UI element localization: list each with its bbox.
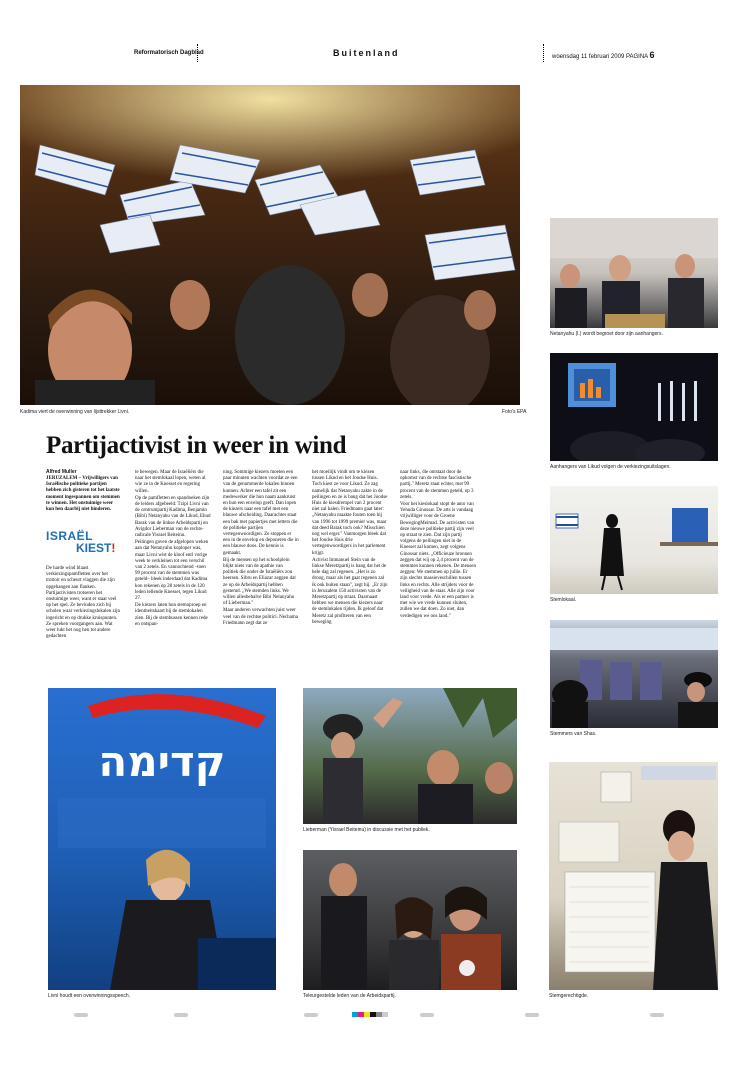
article-column-4 bbox=[312, 470, 388, 627]
header-divider bbox=[543, 44, 544, 62]
likud-caption: Aanhangers van Likud volgen de verkiezingsuitslagen. bbox=[550, 464, 671, 470]
stemgerechtigde-photo bbox=[549, 762, 718, 990]
article-paragraph: De kiezers laten hun stemoproep en identiteitskaart bij de stemlokalen zien. Bij de stembussen kennen rede en ontspan- bbox=[135, 603, 208, 627]
main-photo bbox=[20, 85, 520, 405]
article-paragraph: naar links, die ontstaat door de opkomst van de rechtse fascistische partij." Meretz staat echter, met 99 procent van de stemmen geteld, op 3 zetels. bbox=[400, 470, 474, 500]
article-column-5 bbox=[400, 470, 476, 621]
article-paragraph: te bewegen. Maar de Israëliërs die naar het stemlokaal lopen, weten al wie ze in de Knesset en regering willen. bbox=[135, 470, 206, 494]
article-paragraph: Peilingen gaven de afgelopen weken aan dat Netanyahu koploper was, maar Livni wist de kloof entl vorige week te verkleinen tot een verschil van 2 zetels. En vannochtend –toen 99 procent van de stemmen was geteld– bleek inderdaad dat Kadima kon rekenen op 28 zetels in de 120 leden tellende Knesset, tegen Likud 27. bbox=[135, 540, 209, 602]
logo-line-2 bbox=[76, 541, 124, 555]
shas-caption: Stemmers van Shas. bbox=[550, 731, 597, 737]
logo-word: KIEST bbox=[76, 541, 112, 555]
registration-bar bbox=[174, 1013, 188, 1017]
article-paragraph: ning. Sommige kiezers moeten een paar minuten wachten voordat ze een van de genummerde lokalen binnen kunnen. Achter een tafel zit een medewerker die hun naam aankruist en hun een envelop geeft. Dan lopen de kiezers naar een tafel met een blauwe afscheiding. Daarachter staat een bak met papiertjes met letters die de politieke partijen vertegenwoordigen. Ze stoppen er een in de envelop en deponeren die in een blauwe doos. De kennis is gemaakt. bbox=[223, 470, 299, 556]
livni-illustration bbox=[48, 688, 276, 990]
netanyahu-photo bbox=[550, 218, 718, 328]
arbeid-illustration bbox=[303, 850, 517, 990]
article-byline: Alfred Muller bbox=[46, 469, 77, 475]
article-paragraph: Bij de mensen op het schoolplein blijkt niets van de apathie van politiek die onder de Israëliërs zou heersen. Sibru en Eliazar zeggen dat ze op de Arbeidspartij hebben gestemd. „We stemden links. We willen allesbehalve Bibi Netanyahu of Lieberman." bbox=[223, 557, 296, 607]
logo-exclamation: ! bbox=[111, 541, 116, 555]
article-paragraph: Maar anderen verwachten juist weer veel van de rechtse politici. Nechama Friedmann zegt dat ze bbox=[223, 608, 298, 626]
kadima-sign: קדימה bbox=[98, 737, 226, 786]
article-paragraph: Activist Immanuel Stein van de linkse Meretzpartij is bang dat het de hele dag zal regenen. „Het is zo droog, maar als het gaat regenen zal ik ook buiten staan", zegt hij. „Er zijn in Jeruzalem 150 activisten van de Meretzpartij op straat. Daarnaast hebben we mensen die kiezers naar de stemlokalen rijden. Ik geloof dat Meretz zal profiteren van een beweging bbox=[312, 557, 388, 625]
registration-bar bbox=[525, 1013, 539, 1017]
article-paragraph: De harde wind blaast verkiezingspamfletten over het trottoir en scheurt vlaggen die zijn opgehangen aan flanken. Partijactivisten trotseren het onstuimige weer, want er staat veel op het spel. Ze bevinden zich bij scholen waar verkiezingslokalen zijn ingericht en op drukke kruispunten. Ze spreken voorgangers aan. Wat weer lukt het nog hen tot andere gedachten bbox=[46, 566, 120, 640]
main-photo-caption: Kadima viert de overwinning van lijsttrekker Livni. bbox=[20, 409, 130, 415]
likud-photo bbox=[550, 353, 718, 461]
article-paragraph: Voor het kieslokaal stopt de auto van Yehuda Ginossar. De arts is vandaag vrijwilliger voor de Groene BewegingMeimad. De activisten van deze nieuwe politieke partij zijn veel op straat te zien. Dat zijn partij volgens de peilingen niet in de Knesset zal komen, zegt volgens Ginossar niets. „Officieuze bronnen zeggen dat wij op 2,4 procent van de stemmen kunnen rekenen. De mensen zeggen: We stemmen op jullie. Er zijn slechts massieveschillen tussen links en rechts. Alle strijders voor de veiligheid van de staat. Alle zijn voor land voor vrede. Als er een partner is met wie we vrede kunnen sluiten, zullen we dat doen. Zo niet, dan verdedigen we ons land." bbox=[400, 502, 476, 619]
registration-bar bbox=[650, 1013, 664, 1017]
livni-caption: Livni houdt een overwinningsspeech. bbox=[48, 993, 130, 999]
stemlokaal-illustration bbox=[550, 486, 718, 594]
article-column-1-body bbox=[46, 566, 122, 641]
article-paragraph: Op de pamfletten en spandoeken zijn de leiders afgebeeld: Tzipi Livni van de centrumpartij Kadima, Benjamin (Bibi) Netanyahu van de Likud, Ehud Barak van de linkse Arbeidspartij en Avigdor Lieberman van de rechts-radicale Yisrael Beiteinu. bbox=[135, 495, 211, 539]
lieberman-photo bbox=[303, 688, 517, 824]
date-text: woensdag 11 februari 2009 PAGINA bbox=[552, 54, 648, 60]
netanyahu-caption: Netanyahu (l.) wordt begroet door zijn aanhangers. bbox=[550, 331, 663, 337]
article-lead: JERUZALEM – Vrijwilligers van Israëlische politieke partijen hebben zich gisteren tot het laatste moment ingespannen om stemmen te winnen. Het onstuimige weer kon hen daarbij niet hinderen. bbox=[46, 476, 120, 513]
photo-credit: Foto's EPA bbox=[502, 409, 527, 415]
lieberman-caption: Lieberman (Yisrael Beiteinu) in discussie met het publiek. bbox=[303, 827, 430, 833]
arbeid-photo bbox=[303, 850, 517, 990]
article-column-2 bbox=[135, 470, 211, 629]
netanyahu-illustration bbox=[550, 218, 718, 328]
registration-bar bbox=[74, 1013, 88, 1017]
article-column-3 bbox=[223, 470, 299, 628]
paper-name: Reformatorisch Dagblad bbox=[134, 50, 204, 56]
article-column-1 bbox=[46, 476, 122, 514]
stemlokaal-photo bbox=[550, 486, 718, 594]
israel-kiest-logo bbox=[46, 529, 124, 555]
stemlokaal-caption: Stemlokaal. bbox=[550, 597, 577, 603]
likud-illustration bbox=[550, 353, 718, 461]
shas-illustration bbox=[550, 620, 718, 728]
livni-photo bbox=[48, 688, 276, 990]
page-date bbox=[552, 50, 655, 60]
page-number: 6 bbox=[649, 50, 655, 60]
stemgerechtigde-illustration bbox=[549, 762, 718, 990]
stemgerechtigde-caption: Stemgerechtigde. bbox=[549, 993, 589, 999]
header-divider bbox=[197, 44, 198, 62]
lieberman-illustration bbox=[303, 688, 517, 824]
article-headline: Partijactivist in weer in wind bbox=[46, 432, 347, 459]
section-title: Buitenland bbox=[333, 48, 400, 58]
registration-bar bbox=[420, 1013, 434, 1017]
registration-bar bbox=[304, 1013, 318, 1017]
arbeid-caption: Teleurgestelde leden van de Arbeidspartij. bbox=[303, 993, 396, 999]
color-registration-strip bbox=[352, 1012, 388, 1017]
shas-photo bbox=[550, 620, 718, 728]
crowd-illustration bbox=[20, 85, 520, 405]
logo-line-1: ISRAËL bbox=[46, 529, 94, 543]
article-paragraph: het moeilijk vindt om te kiezen tussen Likud en het Joodse Huis. Toch kiest ze voor Likud. Ze zag namelijk dat Netanyahu zakte in de peilingen en ze is bang dat het Joodse Huis de kiesdrempel van 2 procent niet zal halen. Friedmann gaat later: „Netanyahu maakte fouten toen hij van 1996 tot 1999 premier was, maar dat deed Barak toch ook? Misschien nog wel erger." Vanmorgen bleek dat het Joodse Huis drie vertegenwoordigers in het parlement krijgt. bbox=[312, 470, 388, 556]
